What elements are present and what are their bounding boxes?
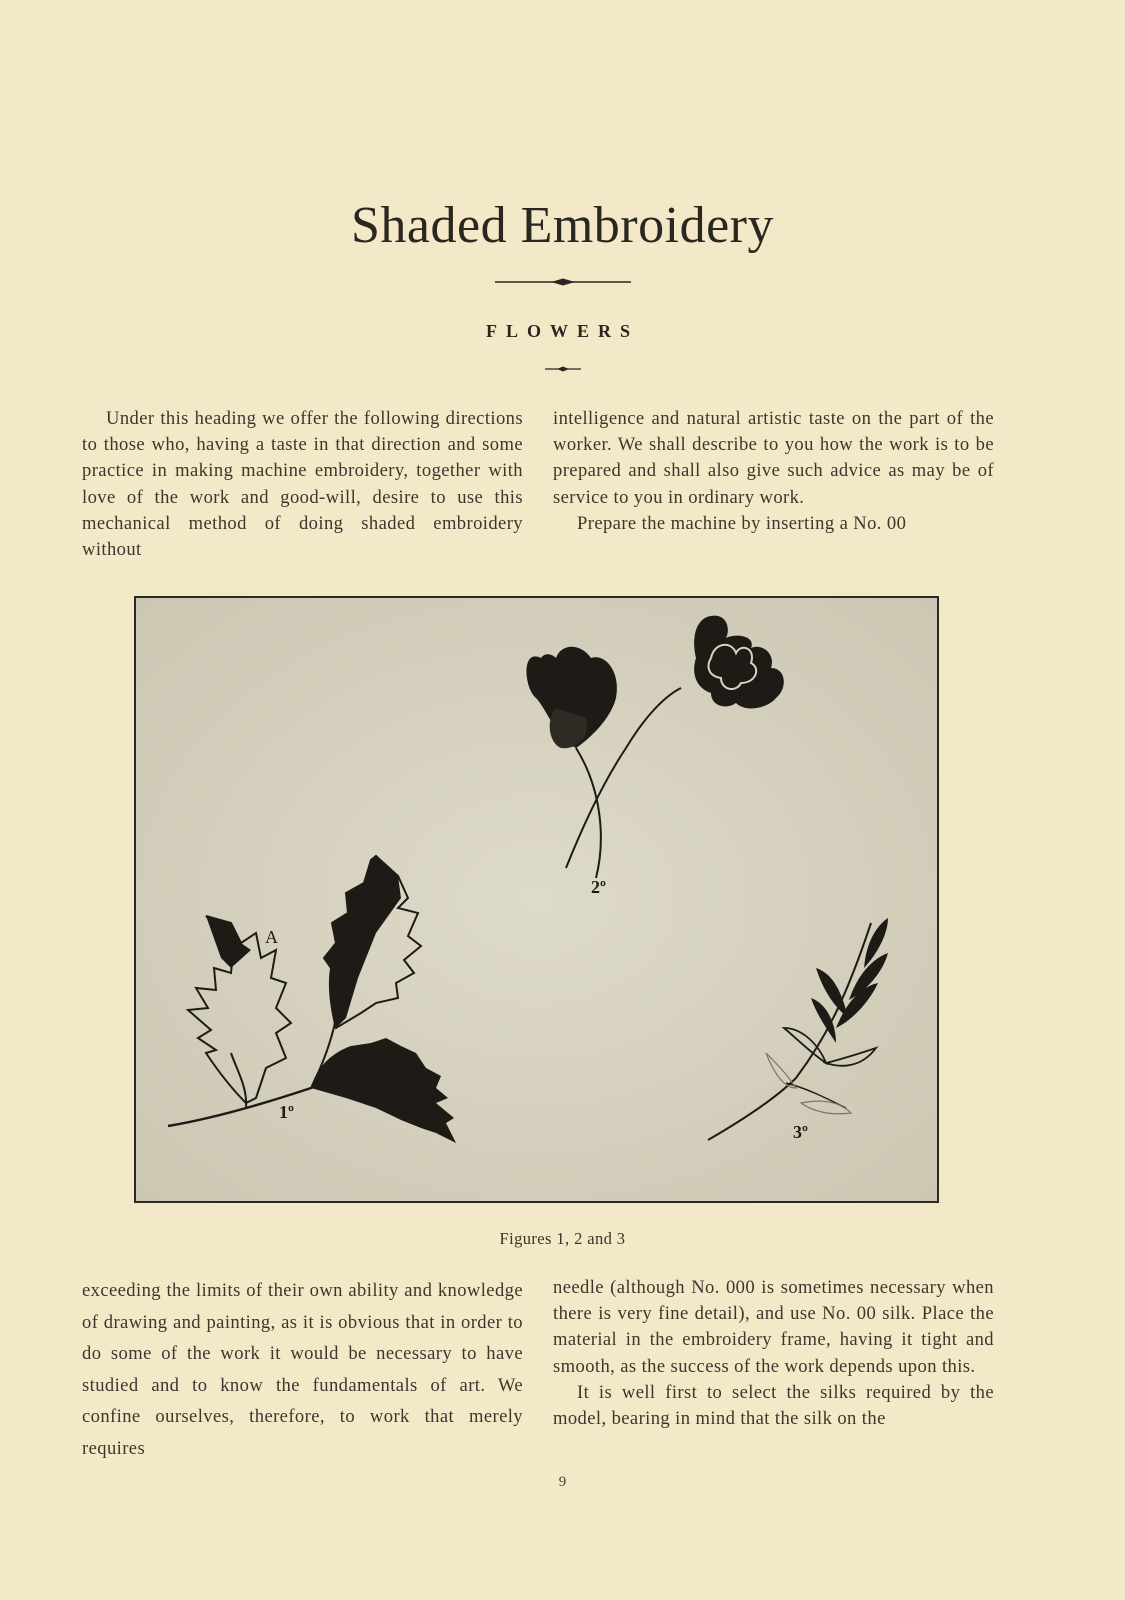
embroidery-illustration	[136, 598, 937, 1201]
title-ornament	[0, 275, 1125, 294]
paragraph: intelligence and natural artistic taste on the part of the worker. We shall describe to you how the work is to be prepared and shall also give such advice as may be of service to you in ordinary work.	[553, 408, 994, 508]
body-text-right	[553, 1275, 994, 1432]
page-number: 9	[558, 1474, 567, 1490]
section-heading: FLOWERS	[485, 321, 640, 341]
intro-text-right	[553, 406, 994, 537]
paragraph: It is well first to select the silks required by the model, bearing in mind that the silk on the	[553, 1381, 994, 1430]
heading-ornament	[0, 361, 1125, 379]
intro-text-left	[82, 406, 523, 563]
paragraph: Under this heading we offer the following directions to those who, having a taste in that direction and some practice in making machine embroidery, together with love of the work and good-will, desire to use this mechanical method of doing shaded embroidery without	[82, 408, 523, 561]
label-figure-1: 1º	[279, 1102, 294, 1122]
paragraph: needle (although No. 000 is sometimes necessary when there is very fine detail), and use No. 00 silk. Place the material in the embroidery frame, having it tight and smooth, as the success of the work depends upon this.	[553, 1277, 994, 1377]
figure-caption: Figures 1, 2 and 3	[499, 1229, 626, 1248]
label-point-a: A	[265, 927, 278, 947]
page-title: Shaded Embroidery	[351, 197, 774, 254]
paragraph: exceeding the limits of their own ability and knowledge of drawing and painting, as it is obvious that in order to do some of the work it would be necessary to have studied and to know the fundamentals of art. We confine ourselves, therefore, to work that merely requires	[82, 1280, 523, 1459]
paragraph: Prepare the machine by inserting a No. 00	[577, 512, 907, 534]
embroidery-figure-plate	[134, 596, 939, 1203]
label-figure-3: 3º	[793, 1122, 808, 1142]
body-text-left	[82, 1275, 523, 1464]
label-figure-2: 2º	[591, 877, 606, 897]
